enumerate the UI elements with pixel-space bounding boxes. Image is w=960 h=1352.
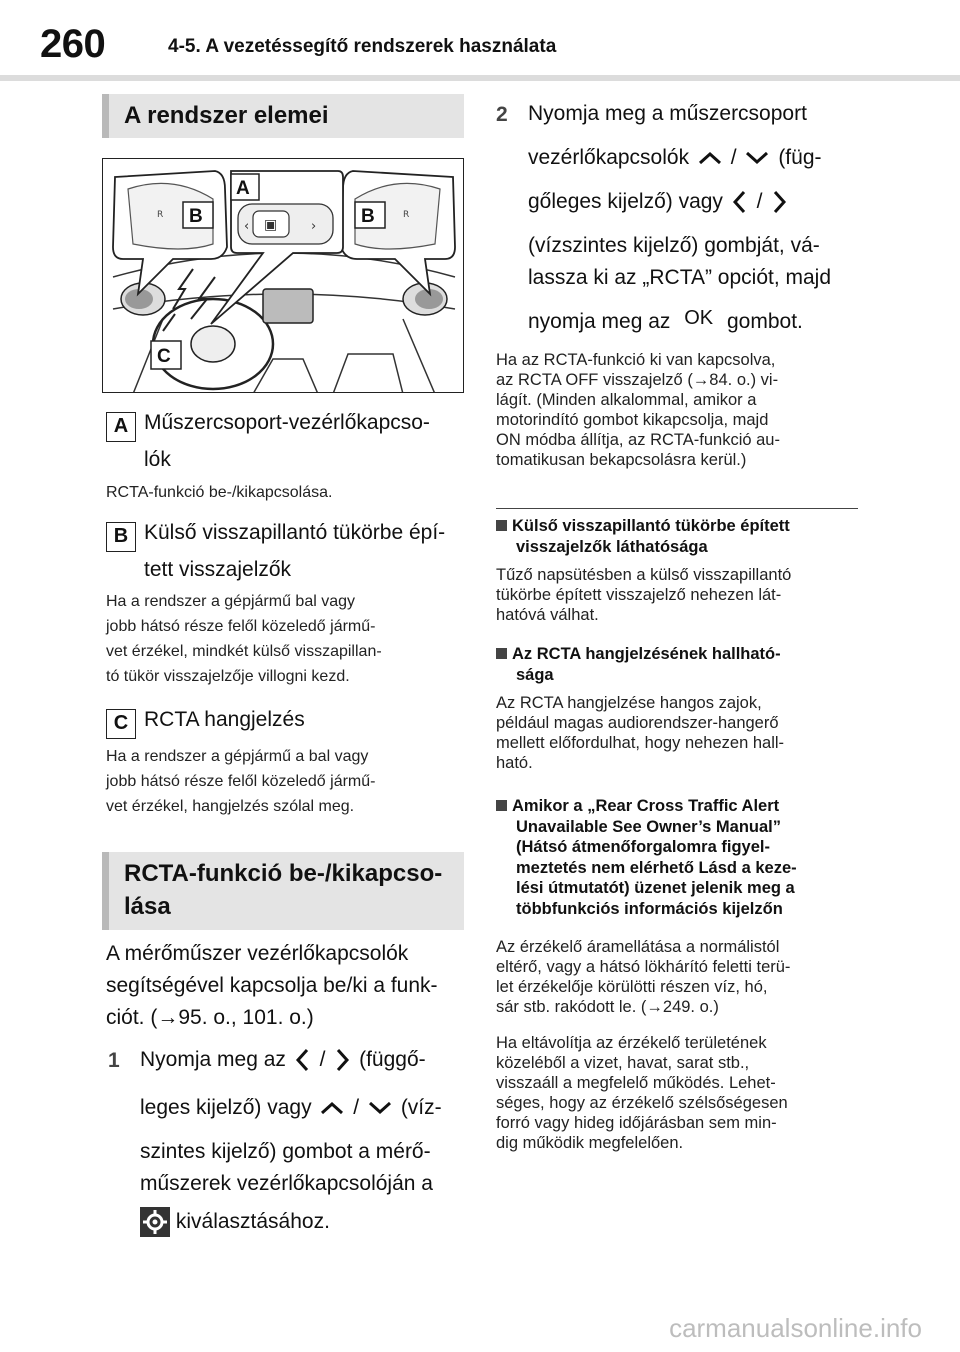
item-b-desc-line: vet érzékel, mindkét külső visszapillan-: [106, 643, 382, 660]
step-1-line1: [140, 1042, 426, 1078]
step-2-text: nyomja meg az: [528, 310, 671, 333]
settings-gear-icon: [140, 1207, 170, 1237]
step-2-text: (füg-: [778, 146, 822, 169]
step-1-text: (víz-: [400, 1096, 442, 1119]
step-2-text: gőleges kijelző) vagy: [528, 190, 723, 213]
item-a-desc: RCTA-funkció be-/kikapcsolása.: [106, 484, 333, 501]
sub3-body-line: közeléből a vizet, havat, sarat stb.,: [496, 1054, 750, 1072]
note-line: tomatikusan bekapcsolásra kerül.): [496, 451, 747, 469]
sub1-body-line: hatóvá válhat.: [496, 606, 599, 624]
sub3-body-line: let érzékelője körülötti részen víz, hó,: [496, 978, 768, 996]
sub3-body-line: dig működik megfelelően.: [496, 1134, 684, 1152]
note-line: motorindító gombot kikapcsolja, majd: [496, 411, 769, 429]
label-c: C: [106, 709, 136, 739]
chevron-down-icon: [365, 1097, 395, 1119]
section-heading-components: [102, 94, 464, 138]
svg-text:‹: ‹: [244, 219, 250, 234]
sub3-body-line: eltérő, vagy a hátsó lökhárító feletti terü-: [496, 958, 791, 976]
chevron-up-icon: [317, 1097, 347, 1119]
svg-text:▣: ▣: [264, 217, 278, 233]
step-1-text: kiválasztásához.: [175, 1210, 330, 1233]
step-2-line3: [528, 184, 790, 220]
header-rule: [0, 75, 960, 81]
subheading-mirror-visibility: [496, 516, 858, 557]
slash: /: [756, 190, 763, 213]
item-c-desc-line: vet érzékel, hangjelzés szólal meg.: [106, 798, 355, 815]
section-heading-text-line2: lása: [124, 893, 171, 920]
subheading-text: többfunkciós információs kijelzőn: [516, 899, 783, 918]
section-heading-rcta-toggle: [102, 852, 464, 930]
sub3-body-line: Az érzékelő áramellátása a normálistól: [496, 938, 780, 956]
step-2-line6: [528, 304, 803, 340]
callout-b-left: B: [189, 206, 203, 227]
step-1-text: Nyomja meg az: [140, 1048, 286, 1071]
bullet-square-icon: [496, 648, 507, 659]
sub3-body-line: Ha eltávolítja az érzékelő területének: [496, 1034, 767, 1052]
callout-a: A: [236, 178, 250, 199]
step-2-line5: lassza ki az „RCTA” opciót, majd: [528, 266, 832, 289]
sub2-body-line: mellett előfordulhat, hogy nehezen hall-: [496, 734, 785, 752]
slash: /: [730, 146, 737, 169]
sub1-body-line: Tűző napsütésben a külső visszapillantó: [496, 566, 792, 584]
sub1-body-line: tükörbe épített visszajelző nehezen lát-: [496, 586, 782, 604]
section-title: 4-5. A vezetéssegítő rendszerek használata: [168, 36, 557, 57]
note-line: Ha az RCTA-funkció ki van kapcsolva,: [496, 351, 776, 369]
step-2-text: gombot.: [727, 310, 803, 333]
sub2-body-line: ható.: [496, 754, 533, 772]
chevron-up-icon: [695, 147, 725, 169]
item-b-title-line2: tett visszajelzők: [144, 558, 292, 581]
step-2-line1: Nyomja meg a műszercsoport: [528, 102, 807, 125]
slash: /: [319, 1048, 326, 1071]
item-c-desc-line: jobb hátsó része felől közeledő jármű-: [106, 773, 376, 790]
item-a-title-line2: lók: [144, 448, 171, 471]
svg-text:R: R: [403, 210, 410, 220]
note-line: lágít. (Minden alkalommal, amikor a: [496, 391, 757, 409]
watermark: carmanualsonline.info: [669, 1313, 922, 1343]
subheading-text: Külső visszapillantó tükörbe épített: [512, 517, 790, 535]
bullet-square-icon: [496, 800, 507, 811]
step-2-line4: (vízszintes kijelző) gombját, vá-: [528, 234, 820, 257]
subheading-buzzer-audibility: [496, 644, 858, 685]
item-a-title-line1: Műszercsoport-vezérlőkapcso-: [144, 411, 430, 434]
item-c-title: RCTA hangjelzés: [144, 708, 305, 731]
label-a: A: [106, 412, 136, 442]
sub3-body-line: forró vagy hideg időjárásban sem min-: [496, 1114, 777, 1132]
label-b: B: [106, 522, 136, 552]
sub3-body-line: visszaáll a megfelelő működés. Lehet-: [496, 1074, 776, 1092]
chevron-left-icon: [292, 1045, 314, 1075]
item-c-desc-line: Ha a rendszer a gépjármű a bal vagy: [106, 748, 369, 765]
callout-b-right: B: [361, 206, 375, 227]
step-1-line4: műszerek vezérlőkapcsolóján a: [140, 1172, 433, 1195]
chevron-left-icon: [729, 187, 751, 217]
page-number: 260: [40, 22, 106, 66]
bullet-square-icon: [496, 520, 507, 531]
step-2-text: vezérlőkapcsolók: [528, 146, 690, 169]
intro-line: segítségével kapcsolja be/ki a funk-: [106, 974, 438, 997]
section-heading-text: A rendszer elemei: [124, 102, 329, 129]
section-heading-text-line1: RCTA-funkció be-/kikapcso-: [124, 860, 443, 887]
chevron-right-icon: [768, 187, 790, 217]
subheading-text: sága: [516, 665, 554, 684]
subheading-text: Unavailable See Owner’s Manual”: [516, 817, 782, 836]
intro-line: A mérőműszer vezérlőkapcsolók: [106, 942, 409, 965]
ok-button-icon: OK: [684, 307, 714, 329]
item-b-desc-line: tó tükör visszajelzője villogni kezd.: [106, 668, 350, 685]
step-1-text: leges kijelző) vagy: [140, 1096, 312, 1119]
item-b-desc-line: Ha a rendszer a gépjármű bal vagy: [106, 593, 356, 610]
step-1-line5: [140, 1204, 330, 1240]
item-b-title-line1: Külső visszapillantó tükörbe épí-: [144, 521, 446, 544]
step-1-text: (függő-: [359, 1048, 426, 1071]
step-2-line2: [528, 140, 822, 176]
step-1-line3: szintes kijelző) gombot a mérő-: [140, 1140, 431, 1163]
subheading-text: meztetés nem elérhető Lásd a keze-: [516, 858, 797, 877]
subheading-unavailable-message: [496, 796, 858, 919]
subheading-text: Az RCTA hangjelzésének hallható-: [512, 645, 781, 663]
divider: [496, 508, 858, 509]
step-1-number: 1: [108, 1049, 120, 1072]
sub2-body-line: Az RCTA hangjelzése hangos zajok,: [496, 694, 762, 712]
sub2-body-line: például magas audiorendszer-hangerő: [496, 714, 779, 732]
subheading-text: lési útmutatót) üzenet jelenik meg a: [516, 879, 795, 897]
step-1-line2: [140, 1090, 442, 1126]
subheading-text: Amikor a „Rear Cross Traffic Alert: [512, 797, 780, 815]
chevron-right-icon: [331, 1045, 353, 1075]
slash: /: [353, 1096, 360, 1119]
note-line: ON módba állítja, az RCTA-funkció au-: [496, 431, 780, 449]
chevron-down-icon: [742, 147, 772, 169]
svg-text:R: R: [157, 210, 164, 220]
intro-line: ciót. (→95. o., 101. o.): [106, 1006, 314, 1029]
note-line: az RCTA OFF visszajelző (→84. o.) vi-: [496, 371, 779, 389]
sub3-body-line: séges, hogy az érzékelő szélsőségesen: [496, 1094, 788, 1112]
subheading-text: (Hátsó átmenőforgalomra figyel-: [516, 838, 770, 856]
svg-text:›: ›: [311, 219, 317, 234]
dashboard-illustration: [102, 158, 464, 393]
callout-c: C: [157, 346, 171, 367]
sub3-body-line: sár stb. rakódott le. (→249. o.): [496, 998, 719, 1016]
subheading-text: visszajelzők láthatósága: [516, 537, 708, 556]
step-2-number: 2: [496, 103, 508, 126]
item-b-desc-line: jobb hátsó része felől közeledő jármű-: [106, 618, 376, 635]
